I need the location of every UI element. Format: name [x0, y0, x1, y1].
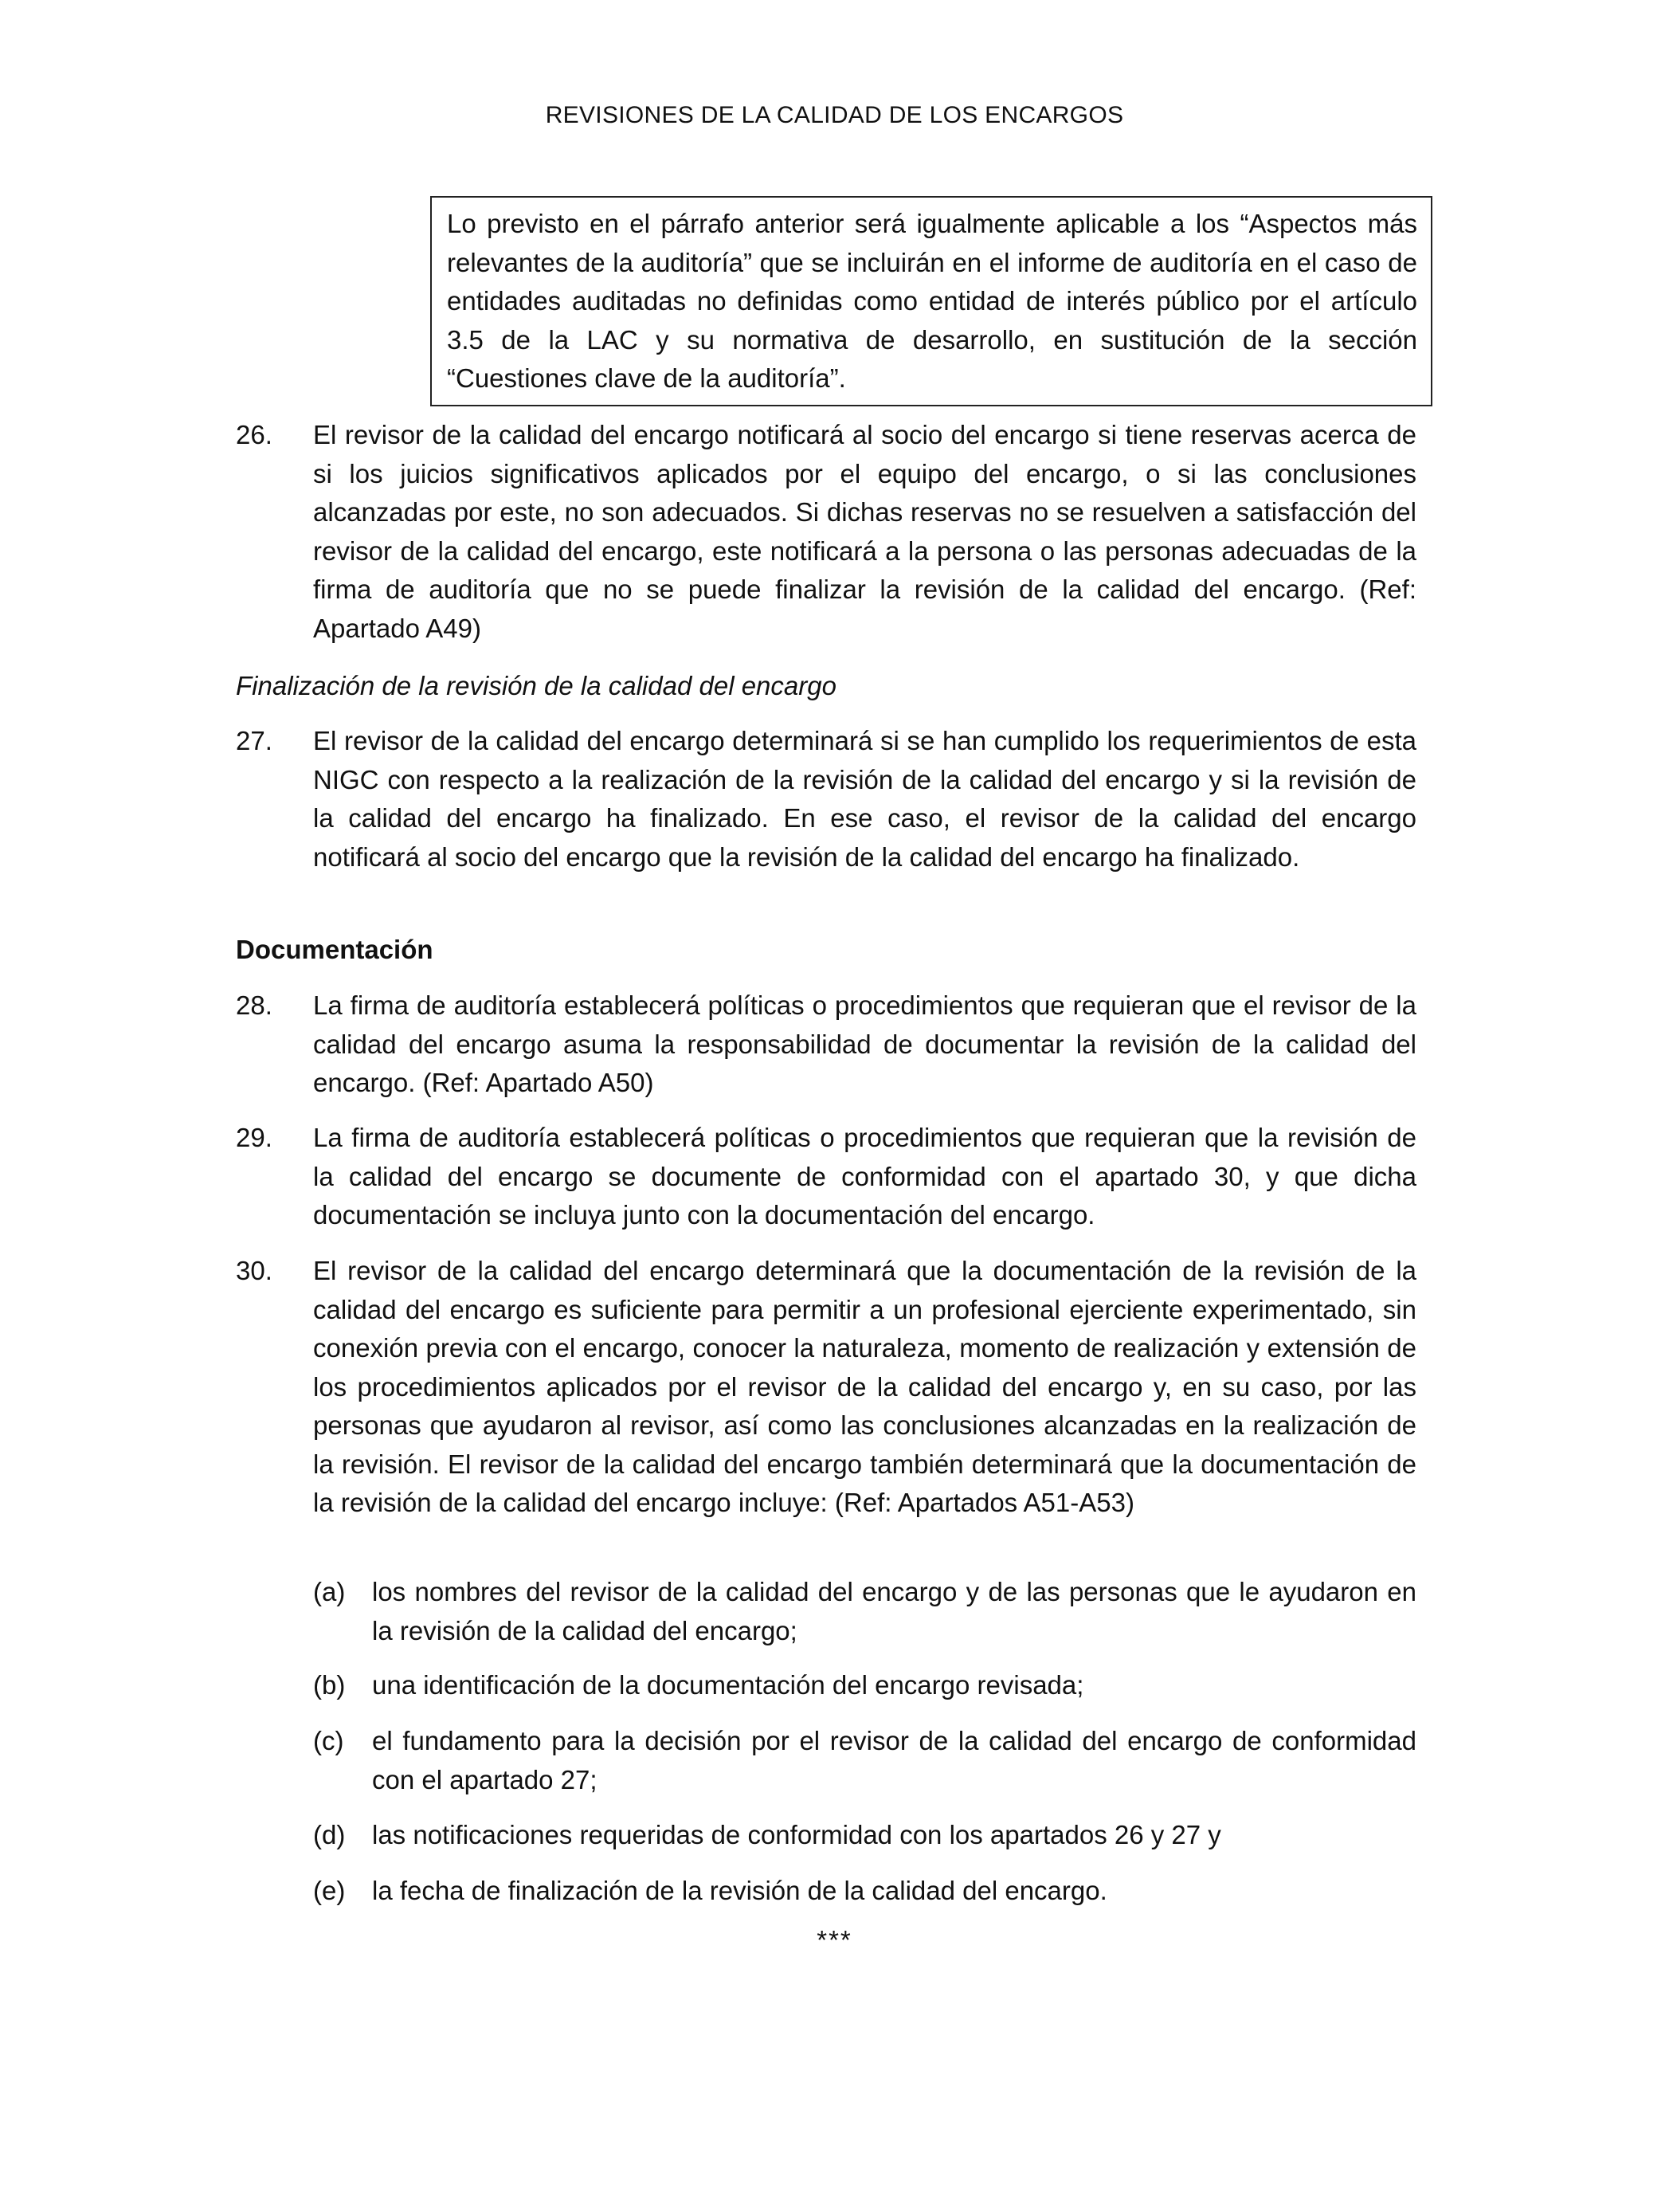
subitem-text: el fundamento para la decisión por el revisor de la calidad del encargo de conformidad con el apartado 27;: [372, 1726, 1416, 1794]
paragraph-number: 26.: [236, 420, 272, 449]
subitem-label: (e): [313, 1876, 346, 1905]
paragraph-text: La firma de auditoría establecerá políticas o procedimientos que requieran que la revisión de la calidad del encargo se documente de conformidad con el apartado 30, y que dicha documentación se incluya junto con la documentación del encargo.: [313, 1123, 1416, 1230]
end-mark: ***: [817, 1925, 852, 1955]
subitem-label: (d): [313, 1820, 346, 1849]
paragraph-text: El revisor de la calidad del encargo notificará al socio del encargo si tiene reservas acerca de si los juicios significativos aplicados por el equipo del encargo, o si las conclusiones alcanzadas por este, no son adecuados. Si dichas reservas no se resuelven a satisfacción del revisor de la calidad del encargo, este notificará a la persona o las personas adecuadas de la firma de auditoría que no se puede finalizar la revisión de la calidad del encargo. (Ref: Apartado A49): [313, 420, 1416, 643]
paragraph-text: El revisor de la calidad del encargo determinará si se han cumplido los requerimientos de esta NIGC con respecto a la realización de la revisión de la calidad del encargo y si la revisión de la calidad del encargo ha finalizado. En ese caso, el revisor de la calidad del encargo notificará al socio del encargo que la revisión de la calidad del encargo ha finalizado.: [313, 726, 1416, 872]
subitem-text: la fecha de finalización de la revisión de la calidad del encargo.: [372, 1876, 1107, 1905]
subitem-text: los nombres del revisor de la calidad del encargo y de las personas que le ayudaron en la revisión de la calidad del encargo;: [372, 1577, 1416, 1645]
subitem-label: (a): [313, 1577, 346, 1606]
subitem-text: una identificación de la documentación del encargo revisada;: [372, 1670, 1084, 1700]
running-header: REVISIONES DE LA CALIDAD DE LOS ENCARGOS: [545, 102, 1124, 128]
section-heading-documentacion: Documentación: [236, 935, 433, 964]
paragraph-number: 30.: [236, 1256, 272, 1285]
subitem-text: las notificaciones requeridas de conformidad con los apartados 26 y 27 y: [372, 1820, 1221, 1849]
subitem-label: (c): [313, 1726, 344, 1755]
subitem-label: (b): [313, 1670, 346, 1700]
paragraph-number: 27.: [236, 726, 272, 755]
paragraph-number: 29.: [236, 1123, 272, 1152]
boxed-note: Lo previsto en el párrafo anterior será igualmente aplicable a los “Aspectos más relevantes de la auditoría” que se incluirán en el informe de auditoría en el caso de entidades auditadas no definidas como entidad de interés público por el artículo 3.5 de la LAC y su normativa de desarrollo, en sustitución de la sección “Cuestiones clave de la auditoría”.: [430, 196, 1432, 406]
paragraph-number: 28.: [236, 990, 272, 1020]
paragraph-text: El revisor de la calidad del encargo determinará que la documentación de la revisión de la calidad del encargo es suficiente para permitir a un profesional ejerciente experimentado, sin conexión previa con el encargo, conocer la naturaleza, momento de realización y extensión de los procedimientos aplicados por el revisor de la calidad del encargo y, en su caso, por las personas que ayudaron al revisor, así como las conclusiones alcanzadas en la realización de la revisión. El revisor de la calidad del encargo también determinará que la documentación de la revisión de la calidad del encargo incluye: (Ref: Apartados A51-A53): [313, 1256, 1416, 1517]
paragraph-text: La firma de auditoría establecerá políticas o procedimientos que requieran que el revisor de la calidad del encargo asuma la responsabilidad de documentar la revisión de la calidad del encargo. (Ref: Apartado A50): [313, 990, 1416, 1097]
section-heading-finalizacion: Finalización de la revisión de la calidad del encargo: [236, 671, 836, 700]
